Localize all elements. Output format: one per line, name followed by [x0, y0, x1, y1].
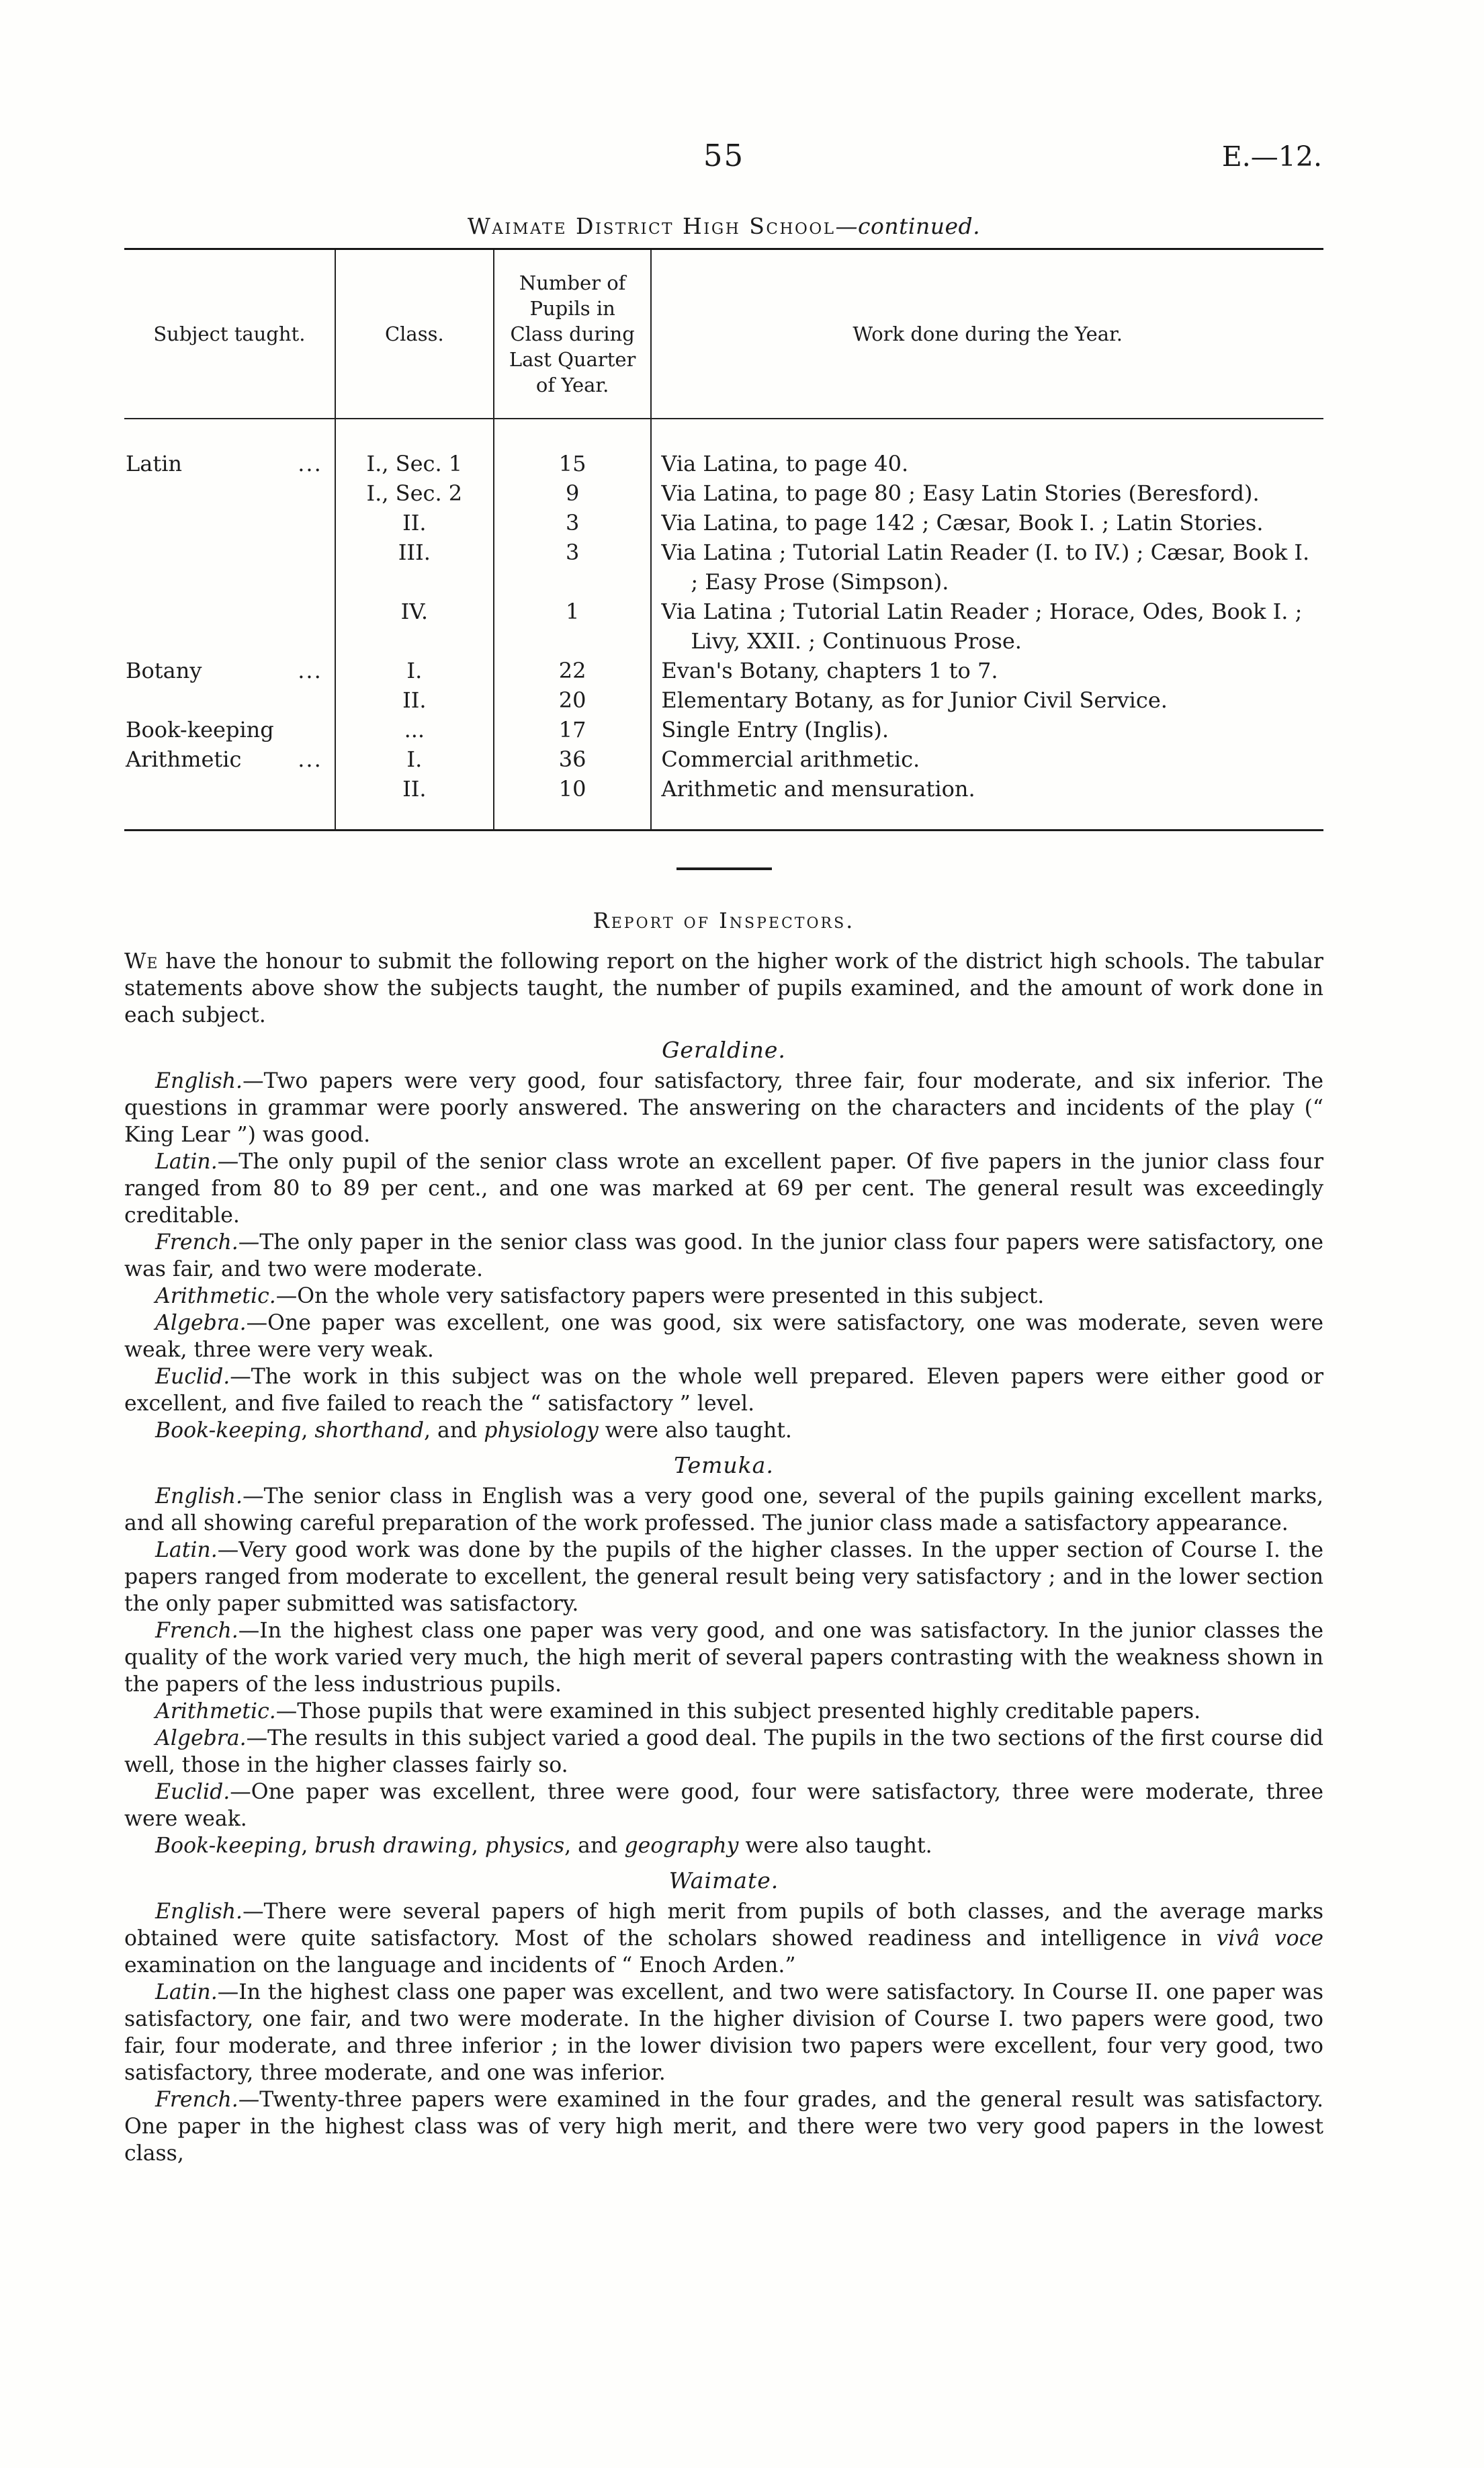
- report-paragraph: [124, 1283, 1323, 1310]
- report-paragraph: [124, 1229, 1323, 1283]
- text-run: English.: [155, 1069, 243, 1093]
- text-run: —The results in this subject varied a good deal. The pupils in the two sections of the first course did well, those in the higher classes fairly so.: [124, 1726, 1323, 1777]
- subject-cell: [124, 774, 335, 831]
- report-paragraph: [124, 1898, 1323, 1979]
- report-paragraph: [124, 1310, 1323, 1363]
- report-paragraph: [124, 2086, 1323, 2167]
- text-run: shorthand: [314, 1418, 425, 1443]
- text-run: English.: [155, 1900, 243, 1924]
- table-row: [124, 419, 1323, 478]
- report-paragraph: [124, 1483, 1323, 1537]
- text-run: —Twenty-three papers were examined in the four grades, and the general result was satisfactory. One paper in the highest class was of very high merit, and there were two very good papers in the lowest class,: [124, 2088, 1323, 2166]
- pupil-count-cell: 17: [494, 715, 651, 744]
- text-run: —The senior class in English was a very good one, several of the pupils gaining excellent marks, and all showing careful preparation of the work professed. The junior class made a satisfactory appearance.: [124, 1484, 1323, 1535]
- text-run: ,: [471, 1834, 485, 1858]
- report-paragraph: [124, 1537, 1323, 1617]
- table-row: [124, 774, 1323, 831]
- subject-cell: [124, 508, 335, 538]
- table-row: [124, 538, 1323, 597]
- text-run: —On the whole very satisfactory papers were presented in this subject.: [275, 1284, 1045, 1308]
- text-run: —In the highest class one paper was very good, and one was satisfactory. In the junior classes the quality of the work varied very much, the high merit of several papers contrasting with the weakness shown in the papers of the less industrious pupils.: [124, 1619, 1323, 1697]
- class-cell: IV.: [335, 597, 494, 656]
- column-header-work: Work done during the Year.: [651, 249, 1323, 419]
- text-run: —In the highest class one paper was excellent, and two were satisfactory. In Course II. one paper was satisfactory, one fair, and two were moderate. In the higher division of Course I. two papers were good, two fair, four moderate, and three inferior ; in the lower division two papers were excellent, four very good, two satisfactory, three moderate, and one was inferior.: [124, 1980, 1323, 2085]
- section-heading: Temuka.: [674, 1452, 774, 1478]
- text-run: —Those pupils that were examined in this subject presented highly creditable papers.: [275, 1699, 1201, 1724]
- table-row: [124, 744, 1323, 774]
- text-run: French.: [155, 2088, 238, 2112]
- subjects-table-head: [124, 249, 1323, 419]
- column-header-subject: Subject taught.: [124, 249, 335, 419]
- text-run: brush drawing: [314, 1834, 472, 1858]
- work-done-cell: Via Latina ; Tutorial Latin Reader (I. to IV.) ; Cæsar, Book I. ; Easy Prose (Simpson).: [661, 540, 1310, 595]
- table-title: [124, 213, 1323, 239]
- subject-cell: [124, 478, 335, 508]
- work-done-cell: Via Latina, to page 142 ; Cæsar, Book I. ; Latin Stories.: [661, 510, 1264, 536]
- leader-dots: ...: [298, 658, 322, 683]
- report-paragraph: [124, 1148, 1323, 1229]
- text-run: Latin.: [155, 1538, 218, 1562]
- report-paragraph: [124, 1698, 1323, 1725]
- table-row: [124, 478, 1323, 508]
- pupil-count-cell: 22: [494, 656, 651, 685]
- class-cell: III.: [335, 538, 494, 597]
- subject-label: Latin: [126, 451, 183, 476]
- work-done-cell: Elementary Botany, as for Junior Civil Service.: [661, 687, 1168, 713]
- work-done-cell: Via Latina, to page 80 ; Easy Latin Stories (Beresford).: [661, 480, 1260, 506]
- class-cell: ...: [335, 715, 494, 744]
- text-run: —The only pupil of the senior class wrote an excellent paper. Of five papers in the junior class four ranged from 80 to 89 per cent., and one was marked at 69 per cent. The general result was exceedingly creditable.: [124, 1150, 1323, 1228]
- text-run: physics: [484, 1834, 565, 1858]
- report-paragraph: [124, 1617, 1323, 1698]
- work-done-cell: Arithmetic and mensuration.: [661, 776, 975, 802]
- subject-cell: [124, 744, 335, 774]
- subject-cell: [124, 715, 335, 744]
- subject-label: Book-keeping: [126, 717, 274, 742]
- table-title-suffix: —continued.: [835, 213, 981, 239]
- subject-cell: [124, 685, 335, 715]
- pupil-count-cell: 10: [494, 774, 651, 831]
- text-run: ,: [301, 1418, 315, 1443]
- work-done-cell: Via Latina ; Tutorial Latin Reader ; Horace, Odes, Book I. ; Livy, XXII. ; Continuous Prose.: [661, 599, 1303, 654]
- text-run: —The work in this subject was on the whole well prepared. Eleven papers were either good or excellent, and five failed to reach the “ satisfactory ” level.: [124, 1365, 1323, 1416]
- column-header-class: Class.: [335, 249, 494, 419]
- text-run: Latin.: [155, 1980, 218, 2004]
- report-paragraph: [124, 1779, 1323, 1832]
- text-run: , and: [424, 1418, 484, 1443]
- class-cell: II.: [335, 685, 494, 715]
- text-run: —The only paper in the senior class was good. In the junior class four papers were satisfactory, one was fair, and two were moderate.: [124, 1230, 1323, 1281]
- header-row: [124, 249, 1323, 419]
- subject-cell: [124, 419, 335, 478]
- table-body: [124, 419, 1323, 831]
- table-title-main: Waimate District High School: [467, 213, 836, 239]
- subject-label: Botany: [126, 658, 202, 683]
- subject-cell: [124, 538, 335, 597]
- text-run: English.: [155, 1484, 243, 1508]
- leader-dots: ...: [298, 747, 322, 772]
- text-run: —Very good work was done by the pupils of the higher classes. In the upper section of Course I. the papers ranged from moderate to excellent, the general result being very satisfactory ; and in the lower section the only paper submitted was satisfactory.: [124, 1538, 1323, 1616]
- text-run: examination on the language and incidents of “ Enoch Arden.”: [124, 1953, 796, 1977]
- work-done-cell: Evan's Botany, chapters 1 to 7.: [661, 658, 998, 683]
- text-run: —One paper was excellent, one was good, six were satisfactory, one was moderate, seven were weak, three were very weak.: [124, 1311, 1323, 1362]
- subject-label: Arithmetic: [126, 747, 242, 772]
- pupil-count-cell: 9: [494, 478, 651, 508]
- text-run: Arithmetic.: [155, 1699, 276, 1724]
- page-header: [124, 138, 1323, 179]
- text-run: were also taught.: [738, 1834, 932, 1858]
- leader-dots: ...: [298, 451, 322, 476]
- report-paragraph: [124, 1979, 1323, 2086]
- text-run: We: [124, 949, 159, 974]
- pupil-count-cell: 20: [494, 685, 651, 715]
- text-run: Algebra.: [155, 1726, 247, 1750]
- table-row: [124, 715, 1323, 744]
- text-run: —One paper was excellent, three were good, four were satisfactory, three were moderate, three were weak.: [124, 1780, 1323, 1831]
- text-run: Algebra.: [155, 1311, 247, 1335]
- text-run: Book-keeping: [155, 1834, 302, 1858]
- text-run: were also taught.: [598, 1418, 792, 1443]
- work-done-cell: Single Entry (Inglis).: [661, 717, 889, 742]
- subject-cell: [124, 656, 335, 685]
- section-heading: Geraldine.: [662, 1037, 786, 1063]
- column-header-number: Number of Pupils in Class during Last Quarter of Year.: [494, 249, 651, 419]
- class-cell: I.: [335, 744, 494, 774]
- work-done-cell: Via Latina, to page 40.: [661, 451, 909, 476]
- class-cell: I.: [335, 656, 494, 685]
- class-cell: I., Sec. 1: [335, 419, 494, 478]
- text-run: French.: [155, 1619, 238, 1643]
- text-run: French.: [155, 1230, 238, 1254]
- pupil-count-cell: 3: [494, 508, 651, 538]
- text-run: Euclid.: [155, 1780, 230, 1804]
- text-run: Arithmetic.: [155, 1284, 276, 1308]
- class-cell: I., Sec. 2: [335, 478, 494, 508]
- report-paragraph: [124, 1417, 1323, 1444]
- report-paragraph: [124, 1363, 1323, 1417]
- page-number: 55: [703, 138, 745, 173]
- class-cell: II.: [335, 774, 494, 831]
- text-run: vivâ voce: [1216, 1926, 1323, 1951]
- report-heading: Report of Inspectors.: [593, 908, 855, 933]
- work-done-cell: Commercial arithmetic.: [661, 747, 920, 772]
- text-run: physiology: [484, 1418, 599, 1443]
- report-paragraph: [124, 1725, 1323, 1779]
- text-run: Book-keeping: [155, 1418, 302, 1443]
- text-run: Euclid.: [155, 1365, 230, 1389]
- text-run: ,: [301, 1834, 315, 1858]
- document-reference: E.—12.: [1221, 140, 1322, 173]
- pupil-count-cell: 3: [494, 538, 651, 597]
- report-paragraph: [124, 1832, 1323, 1859]
- table-row: [124, 597, 1323, 656]
- text-run: , and: [564, 1834, 625, 1858]
- section-heading: Waimate.: [668, 1867, 779, 1893]
- report-intro-paragraph: [124, 948, 1323, 1029]
- text-run: Latin.: [155, 1150, 218, 1174]
- pupil-count-cell: 15: [494, 419, 651, 478]
- section-divider-rule: [676, 867, 772, 870]
- table-row: [124, 685, 1323, 715]
- subject-cell: [124, 597, 335, 656]
- report-sections: [124, 1037, 1323, 2167]
- pupil-count-cell: 1: [494, 597, 651, 656]
- report-of-inspectors: [124, 908, 1323, 2167]
- text-run: —There were several papers of high merit from pupils of both classes, and the average marks obtained were quite satisfactory. Most of the scholars showed readiness and intelligence in: [124, 1900, 1323, 1951]
- class-cell: II.: [335, 508, 494, 538]
- pupil-count-cell: 36: [494, 744, 651, 774]
- text-run: —Two papers were very good, four satisfactory, three fair, four moderate, and six inferior. The questions in grammar were poorly answered. The answering on the characters and incidents of the play (“ King Lear ”) was good.: [124, 1069, 1323, 1147]
- text-run: have the honour to submit the following report on the higher work of the district high schools. The tabular statements above show the subjects taught, the number of pupils examined, and the amount of work done in each subject.: [124, 949, 1323, 1027]
- report-paragraph: [124, 1068, 1323, 1148]
- table-row: [124, 508, 1323, 538]
- subjects-table: [124, 248, 1323, 831]
- table-row: [124, 656, 1323, 685]
- text-run: geography: [624, 1834, 739, 1858]
